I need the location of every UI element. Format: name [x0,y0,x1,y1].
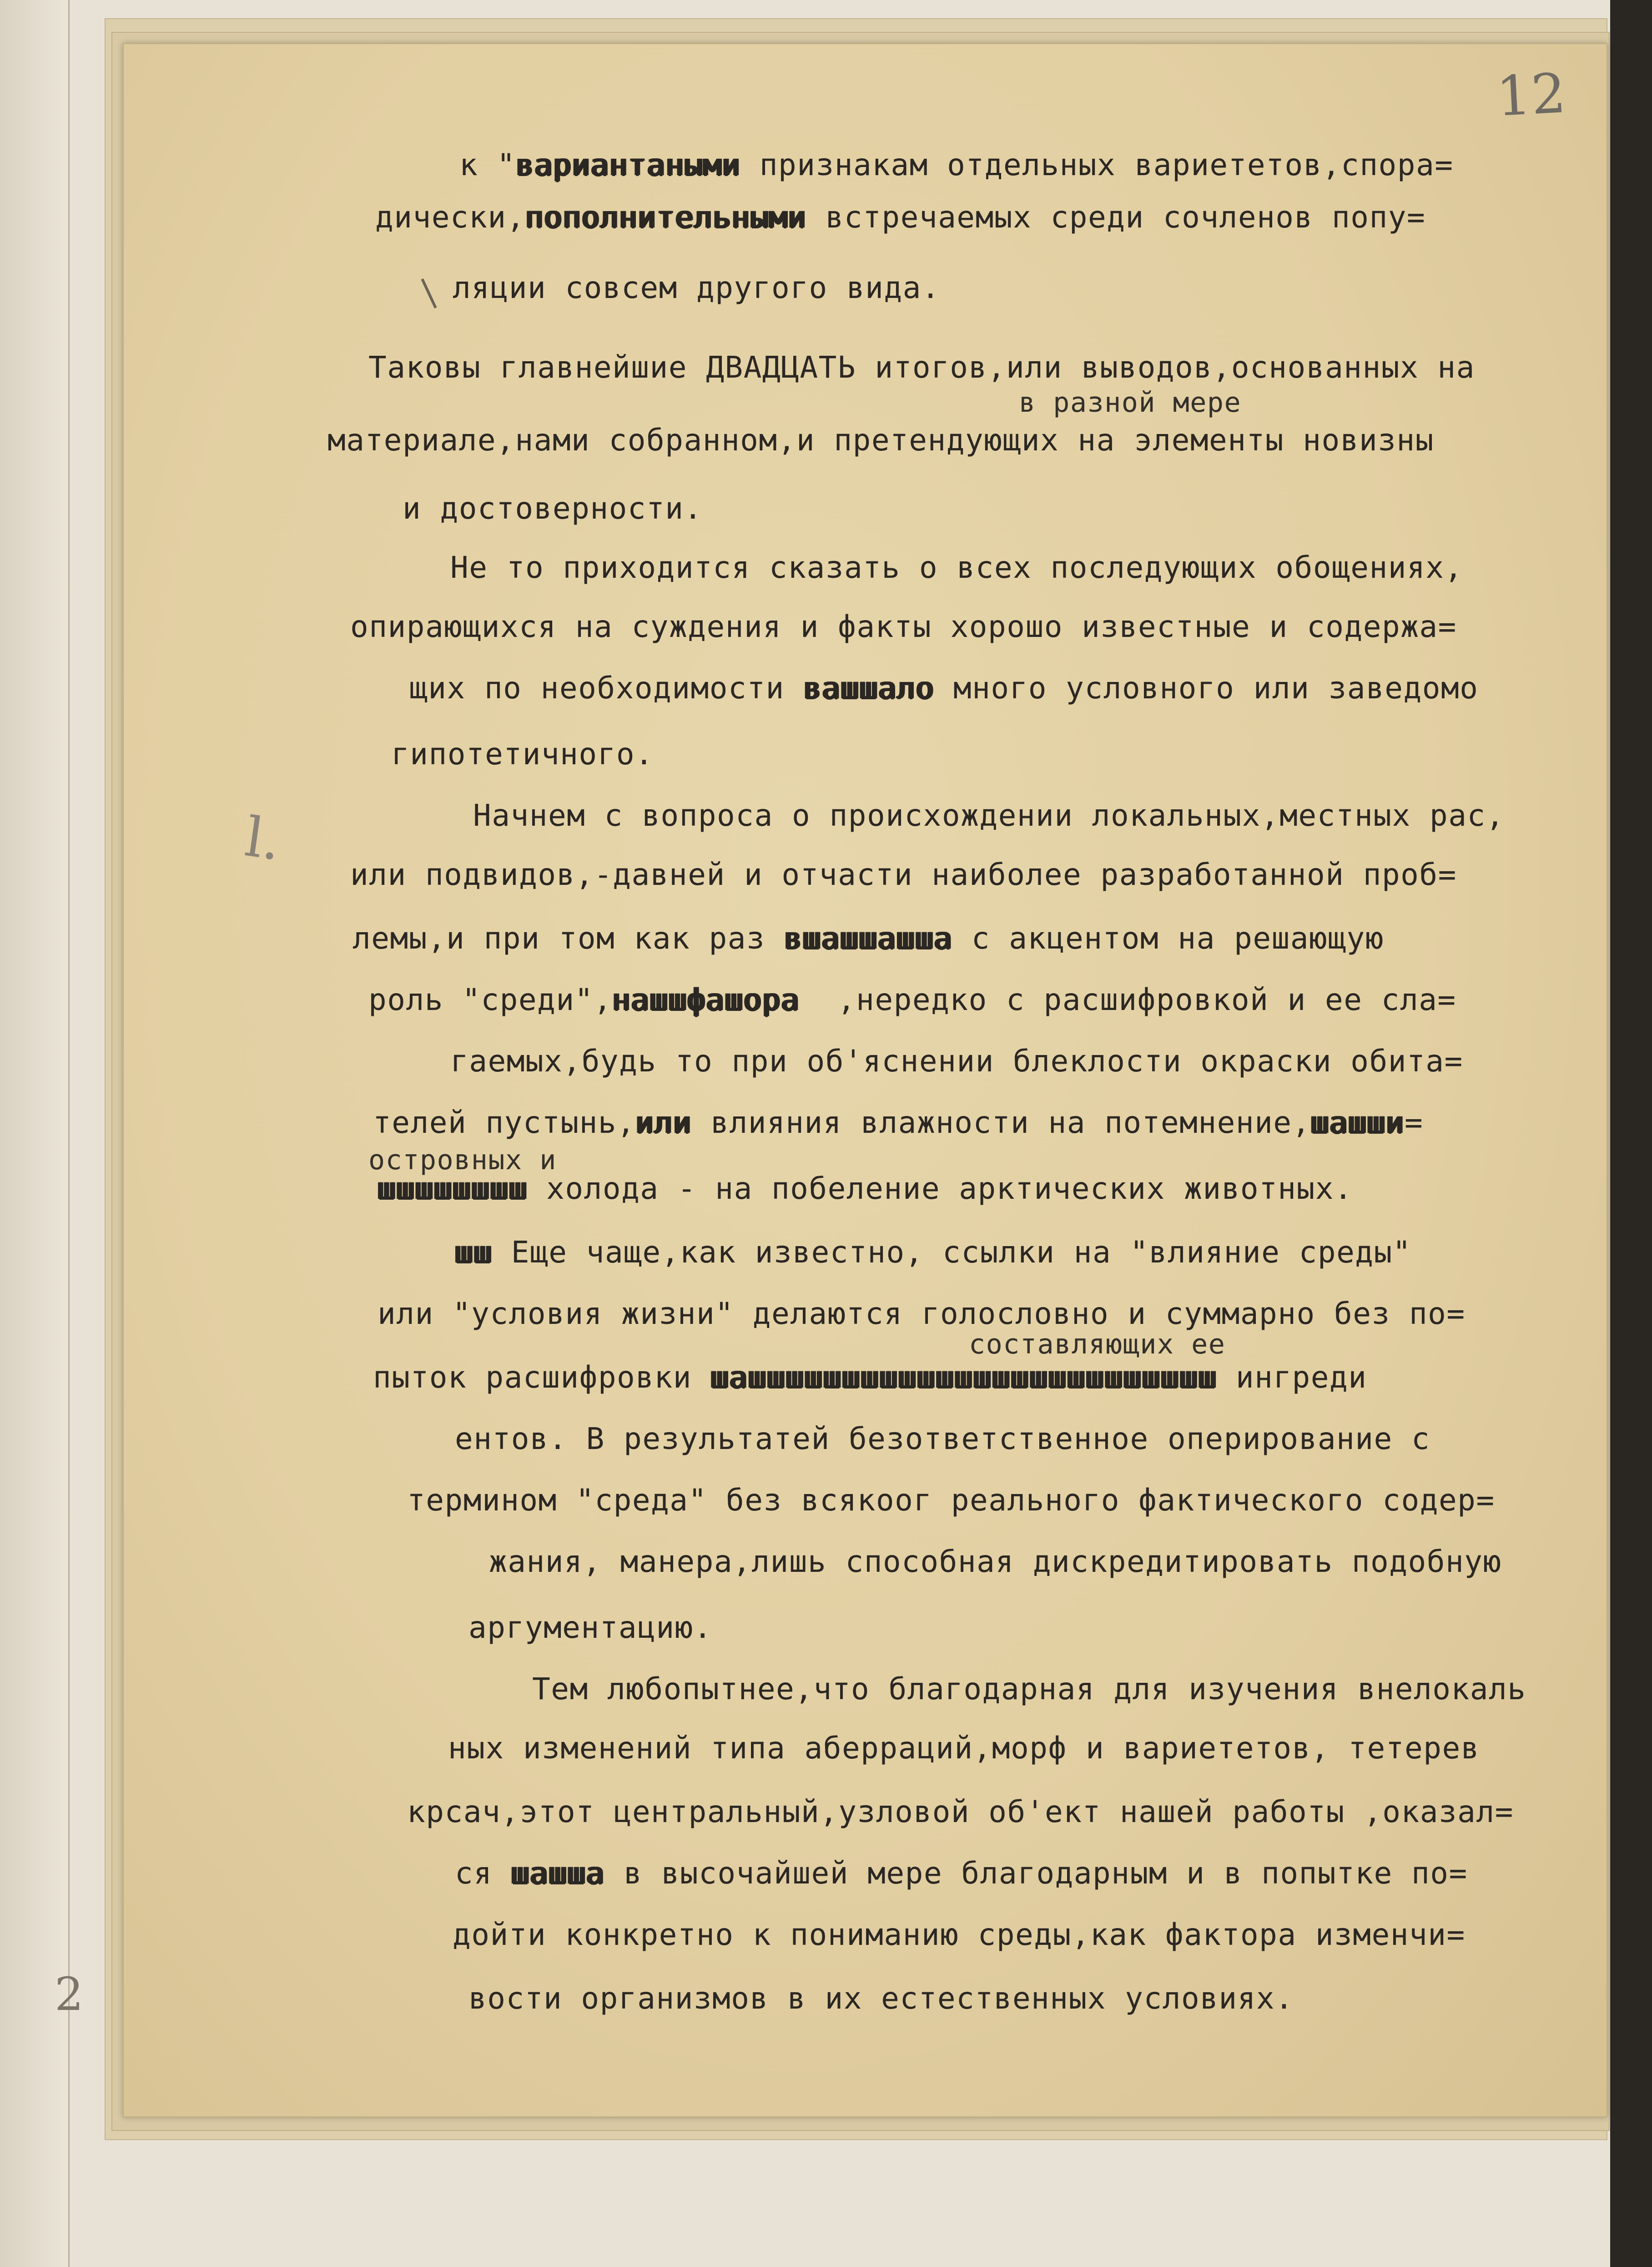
text-line: крсач,этот центральный,узловой об'ект нашей работы ,оказал= [407,1794,1514,1829]
handwritten-insert: в разной мере [1019,387,1242,419]
struck-out-text: шшшшшшшш [378,1171,528,1206]
text-line: аргументацию. [468,1610,713,1645]
text-line: гаемых,будь то при об'яснении блеклости окраски обита= [450,1044,1463,1079]
text-line: опирающихся на суждения и факты хорошо известные и содержа= [350,609,1457,644]
text-line: лемы,и при том как раз вшашшашша с акцентом на решающую [353,921,1384,956]
text-line: материале,нами собранном,и претендующих на элементы новизны [327,423,1434,458]
text-line: ся шашша в высочайшей мере благодарным и в попытке по= [455,1856,1468,1891]
text-line: Таковы главнейшие ДВАДЦАТЬ итогов,или выводов,основанных на [368,350,1475,385]
text-line: или подвидов,-давней и отчасти наиболее разработанной проб= [350,857,1457,892]
handwritten-insert: островных и [368,1144,557,1176]
struck-out-text: шашши [1310,1105,1405,1140]
struck-out-text: вшашшашша [784,921,953,956]
text-line: Начнем с вопроса о происхождении локальных,местных рас, [473,798,1505,833]
struck-out-text: нашшфашора [612,982,800,1017]
struck-out-text: шашша [511,1856,605,1891]
struck-out-text: пополнительными [525,200,807,235]
text-line: ных изменений типа аберраций,морф и вариететов, тетерев [448,1731,1480,1766]
page-number: 12 [1495,62,1568,129]
text-line: термином "среда" без всякоог реального фактического содер= [407,1483,1495,1518]
margin-note: 2 [55,1968,84,2021]
text-line: дойти конкретно к пониманию среды,как фактора изменчи= [453,1917,1466,1952]
text-line: вости организмов в их естественных условиях. [468,1981,1294,2016]
text-line: к "вариантаными признакам отдельных вариететов,спора= [459,147,1454,182]
text-line: шш Еще чаще,как известно, ссылки на "влияние среды" [455,1235,1412,1270]
text-line: шшшшшшшш холода - на побеление арктических животных. [378,1171,1353,1206]
text-line: и достоверности. [403,491,703,526]
struck-out-text: вашшало [803,671,935,706]
text-line: щих по необходимости вашшало много условного или заведомо [409,671,1479,706]
text-line: дически,пополнительными встречаемых среди сочленов попу= [375,200,1426,235]
text-line: жания, манера,лишь способная дискредитировать подобную [489,1544,1502,1579]
text-line: Тем любопытнее,что благодарная для изучения внелокаль [532,1671,1526,1707]
text-line: роль "среди",нашшфашора ,нередко с расшифровкой и ее сла= [368,982,1456,1017]
text-line: или "условия жизни" делаются голословно и суммарно без по= [378,1296,1466,1331]
struck-out-text: вариантаными [515,147,741,182]
text-line: ляции совсем другого вида. [453,270,941,305]
folder-edge [0,0,70,2267]
text-line: Не то приходится сказать о всех последующих обощениях, [450,550,1463,585]
margin-note: l. [241,805,285,873]
struck-out-text: или [635,1105,692,1140]
struck-out-text: шашшшшшшшшшшшшшшшшшшшшшшшшш [710,1360,1217,1395]
text-line: гипотетичного. [391,737,654,772]
text-line: телей пустынь,или влияния влажности на потемнение,шашши= [373,1105,1424,1140]
text-line: ентов. В результатей безответственное оперирование с [455,1421,1430,1456]
text-line: пыток расшифровки шашшшшшшшшшшшшшшшшшшшшшшшшш ингреди [373,1360,1367,1395]
handwritten-insert: составляющих ее [969,1328,1226,1360]
struck-out-text: шш [455,1235,493,1270]
